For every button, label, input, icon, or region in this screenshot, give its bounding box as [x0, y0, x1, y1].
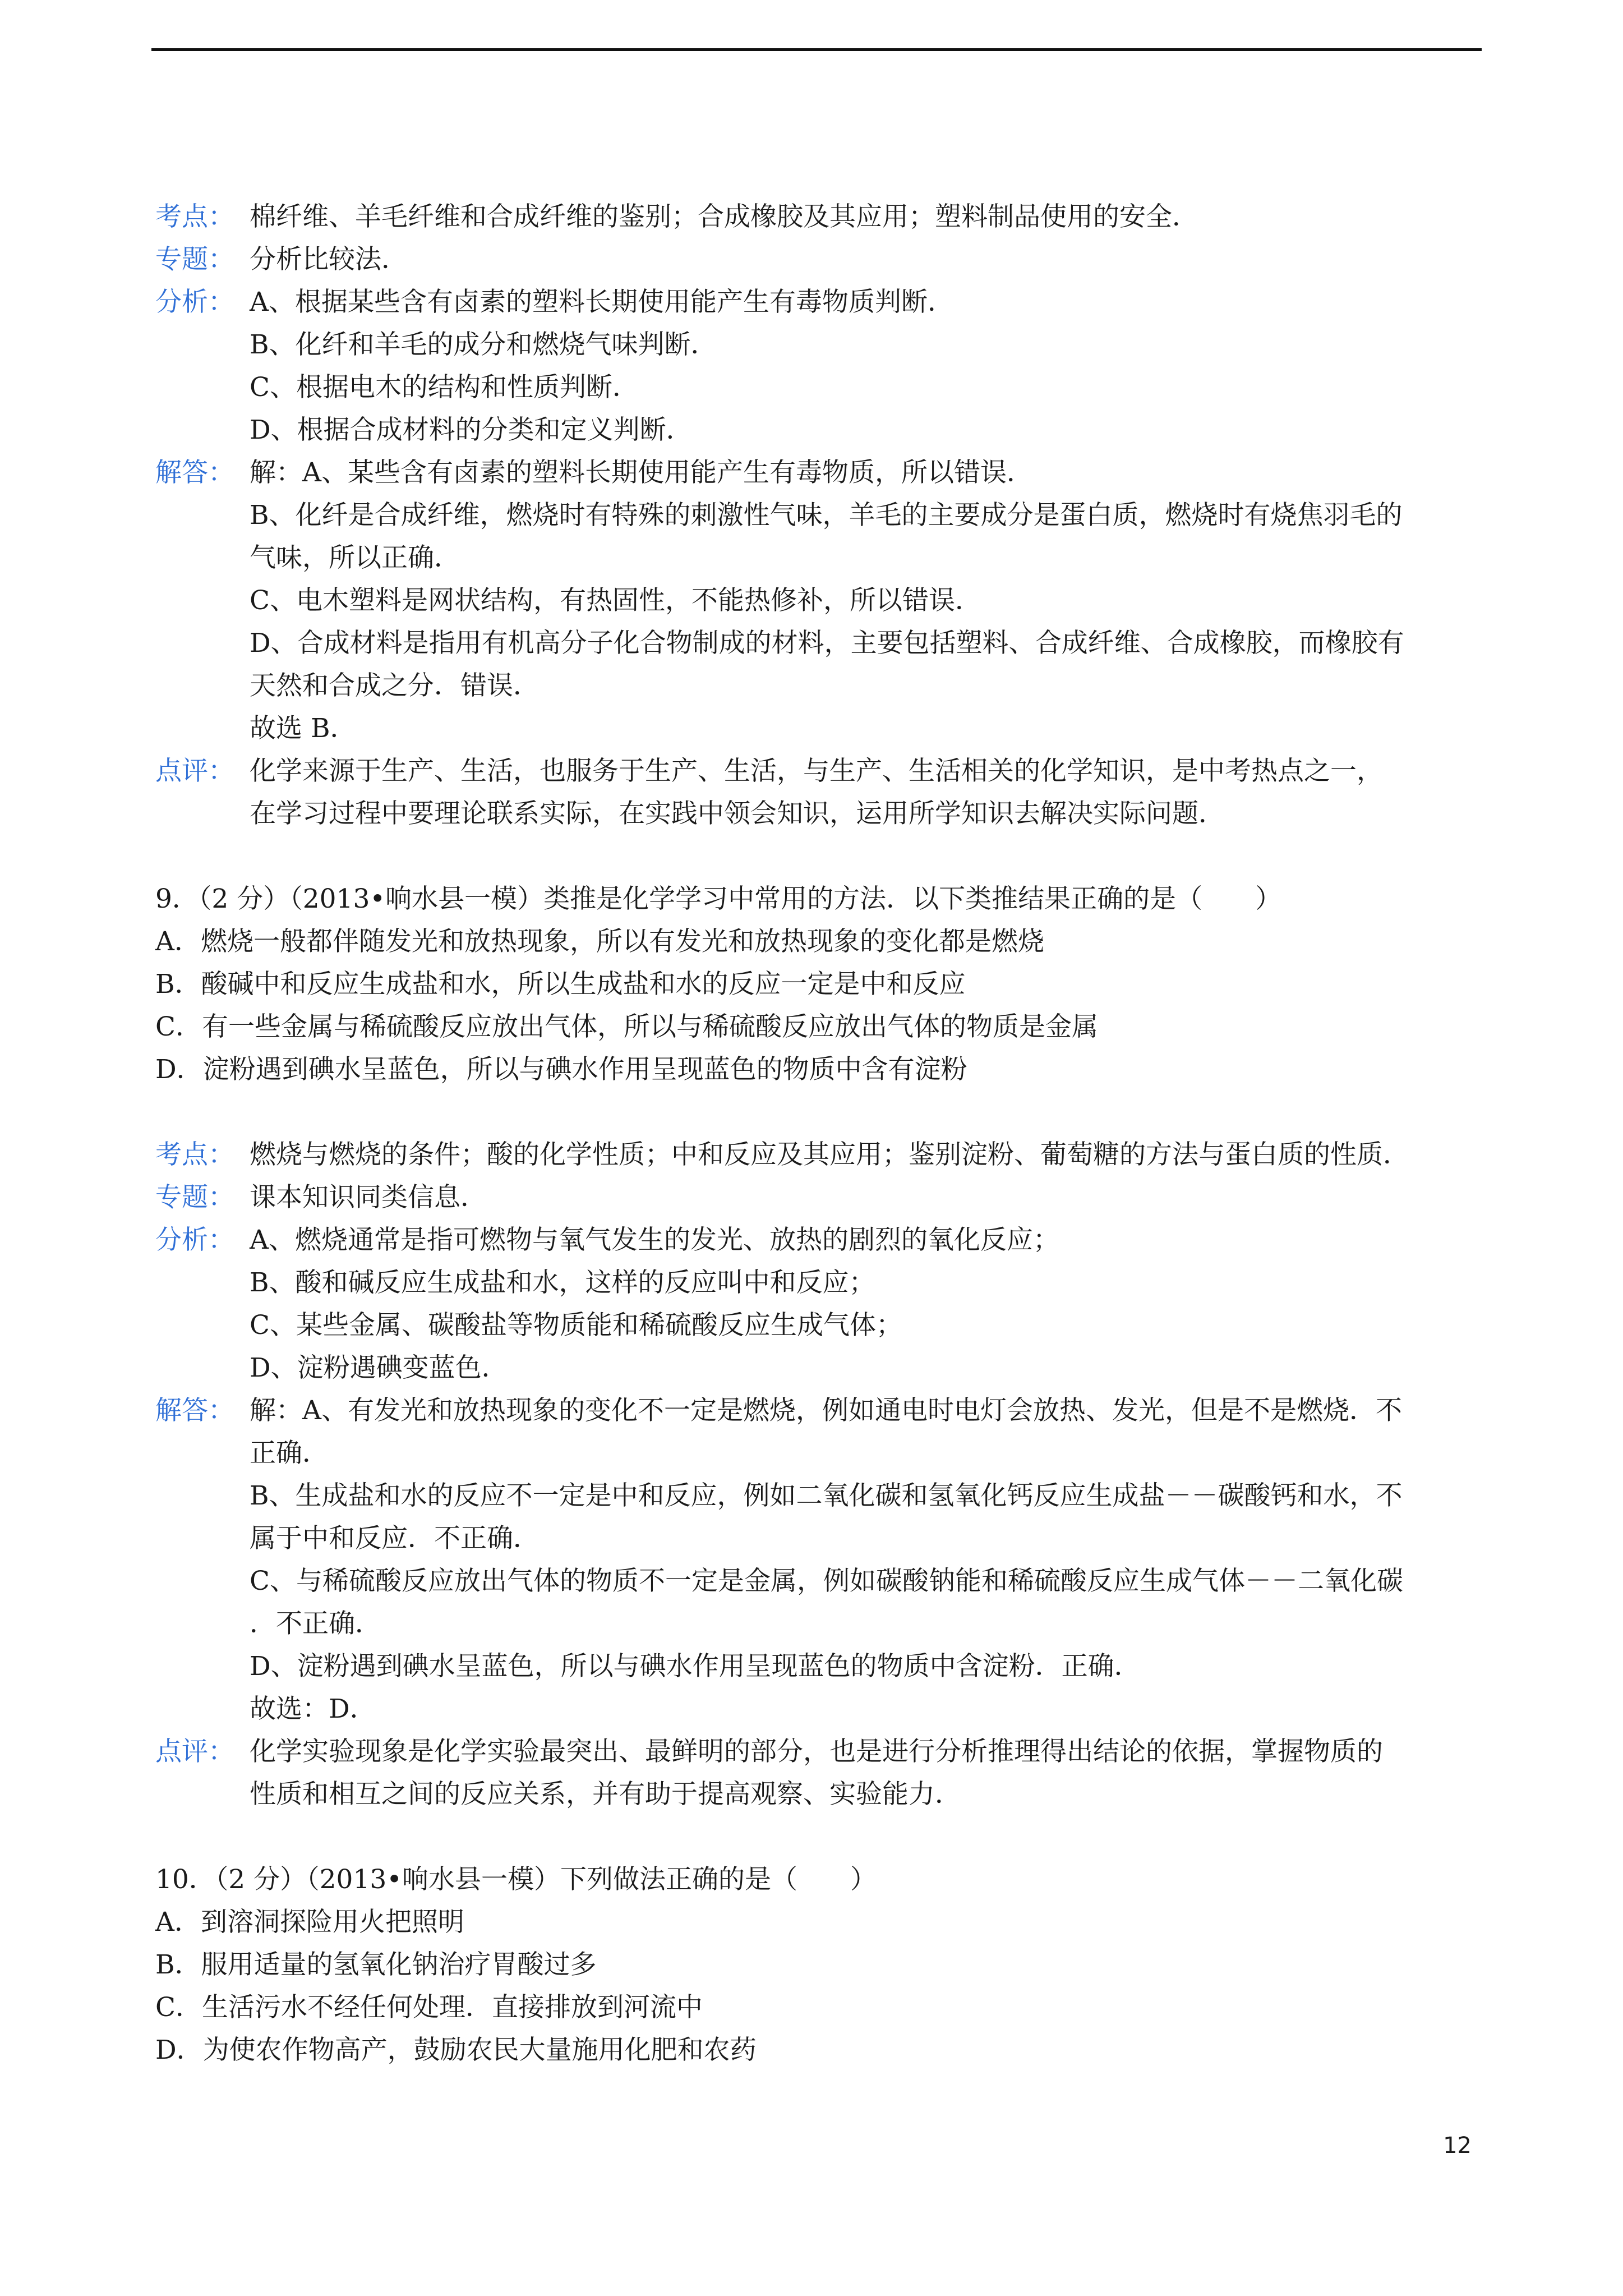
option-d: D．为使农作物高产，鼓励农民大量施用化肥和农药 — [155, 2035, 757, 2065]
option-c: C．生活污水不经任何处理．直接排放到河流中 — [155, 1992, 703, 2023]
dianping-line: 在学习过程中要理论联系实际，在实践中领会知识，运用所学知识去解决实际问题． — [250, 798, 1225, 829]
jieda-line: C、电木塑料是网状结构，有热固性，不能热修补，所以错误． — [250, 585, 981, 616]
zhuanti-text: 课本知识同类信息． — [250, 1182, 487, 1213]
jieda-line: 解：A、某些含有卤素的塑料长期使用能产生有毒物质，所以错误． — [250, 457, 1033, 488]
kaodian-label: 考点： — [155, 1139, 234, 1170]
dianping-line: 性质和相互之间的反应关系，并有助于提高观察、实验能力． — [250, 1779, 961, 1810]
jieda-line: D、淀粉遇到碘水呈蓝色，所以与碘水作用呈现蓝色的物质中含淀粉．正确． — [250, 1651, 1141, 1682]
jieda-line: 故选 B． — [250, 713, 357, 744]
zhuanti-label: 专题： — [155, 244, 234, 275]
jieda-line: B、化纤是合成纤维，燃烧时有特殊的刺激性气味，羊毛的主要成分是蛋白质，燃烧时有烧焦羽毛的 — [250, 500, 1403, 531]
kaodian-label: 考点： — [155, 201, 234, 232]
jieda-line: C、与稀硫酸反应放出气体的物质不一定是金属，例如碳酸钠能和稀硫酸反应生成气体－－二氧化碳 — [250, 1566, 1403, 1596]
jieda-line: 气味，所以正确． — [250, 542, 460, 573]
jieda-label: 解答： — [155, 1395, 234, 1426]
fenxi-line: C、根据电木的结构和性质判断． — [250, 372, 639, 403]
fenxi-line: A、根据某些含有卤素的塑料长期使用能产生有毒物质判断． — [250, 287, 954, 318]
question-stem: 9．（2 分）（2013•响水县一模）类推是化学学习中常用的方法．以下类推结果正确的是（ ） — [155, 884, 1282, 914]
fenxi-line: D、根据合成材料的分类和定义判断． — [250, 415, 693, 445]
fenxi-line: C、某些金属、碳酸盐等物质能和稀硫酸反应生成气体； — [250, 1310, 902, 1341]
option-a: A．燃烧一般都伴随发光和放热现象，所以有发光和放热现象的变化都是燃烧 — [155, 926, 1044, 957]
jieda-line: 天然和合成之分．错误． — [250, 670, 540, 701]
fenxi-line: B、酸和碱反应生成盐和水，这样的反应叫中和反应； — [250, 1267, 875, 1298]
dianping-line: 化学实验现象是化学实验最突出、最鲜明的部分，也是进行分析推理得出结论的依据，掌握物质的 — [250, 1736, 1383, 1767]
dianping-line: 化学来源于生产、生活，也服务于生产、生活，与生产、生活相关的化学知识，是中考热点之一， — [250, 756, 1383, 786]
jieda-label: 解答： — [155, 457, 234, 488]
option-d: D．淀粉遇到碘水呈蓝色，所以与碘水作用呈现蓝色的物质中含有淀粉 — [155, 1054, 967, 1085]
kaodian-text: 燃烧与燃烧的条件；酸的化学性质；中和反应及其应用；鉴别淀粉、葡萄糖的方法与蛋白质的性质． — [250, 1139, 1409, 1170]
jieda-line: B、生成盐和水的反应不一定是中和反应，例如二氧化碳和氢氧化钙反应生成盐－－碳酸钙和水，不 — [250, 1480, 1403, 1511]
question-stem: 10．（2 分）（2013•响水县一模）下列做法正确的是（ ） — [155, 1864, 877, 1895]
option-c: C．有一些金属与稀硫酸反应放出气体，所以与稀硫酸反应放出气体的物质是金属 — [155, 1011, 1098, 1042]
kaodian-text: 棉纤维、羊毛纤维和合成纤维的鉴别；合成橡胶及其应用；塑料制品使用的安全． — [250, 201, 1198, 232]
jieda-line: 故选：D． — [250, 1694, 376, 1724]
fenxi-line: B、化纤和羊毛的成分和燃烧气味判断． — [250, 329, 717, 360]
fenxi-label: 分析： — [155, 1225, 234, 1255]
jieda-line: 正确． — [250, 1438, 329, 1469]
dianping-label: 点评： — [155, 756, 234, 786]
header-rule — [151, 48, 1482, 51]
jieda-line: 解：A、有发光和放热现象的变化不一定是燃烧，例如通电时电灯会放热、发光，但是不是燃烧．不 — [250, 1395, 1402, 1426]
fenxi-line: A、燃烧通常是指可燃物与氧气发生的发光、放热的剧烈的氧化反应； — [250, 1225, 1059, 1255]
fenxi-label: 分析： — [155, 287, 234, 318]
option-a: A．到溶洞探险用火把照明 — [155, 1907, 464, 1938]
jieda-line: 属于中和反应．不正确． — [250, 1523, 540, 1554]
jieda-line: D、合成材料是指用有机高分子化合物制成的材料，主要包括塑料、合成纤维、合成橡胶，而橡胶有 — [250, 628, 1404, 659]
jieda-line: ．不正确． — [250, 1608, 381, 1639]
zhuanti-text: 分析比较法． — [250, 244, 408, 275]
option-b: B．酸碱中和反应生成盐和水，所以生成盐和水的反应一定是中和反应 — [155, 969, 966, 1000]
page-number: 12 — [1443, 2133, 1472, 2159]
fenxi-line: D、淀粉遇碘变蓝色． — [250, 1352, 508, 1383]
zhuanti-label: 专题： — [155, 1182, 234, 1213]
dianping-label: 点评： — [155, 1736, 234, 1767]
option-b: B．服用适量的氢氧化钠治疗胃酸过多 — [155, 1949, 597, 1980]
